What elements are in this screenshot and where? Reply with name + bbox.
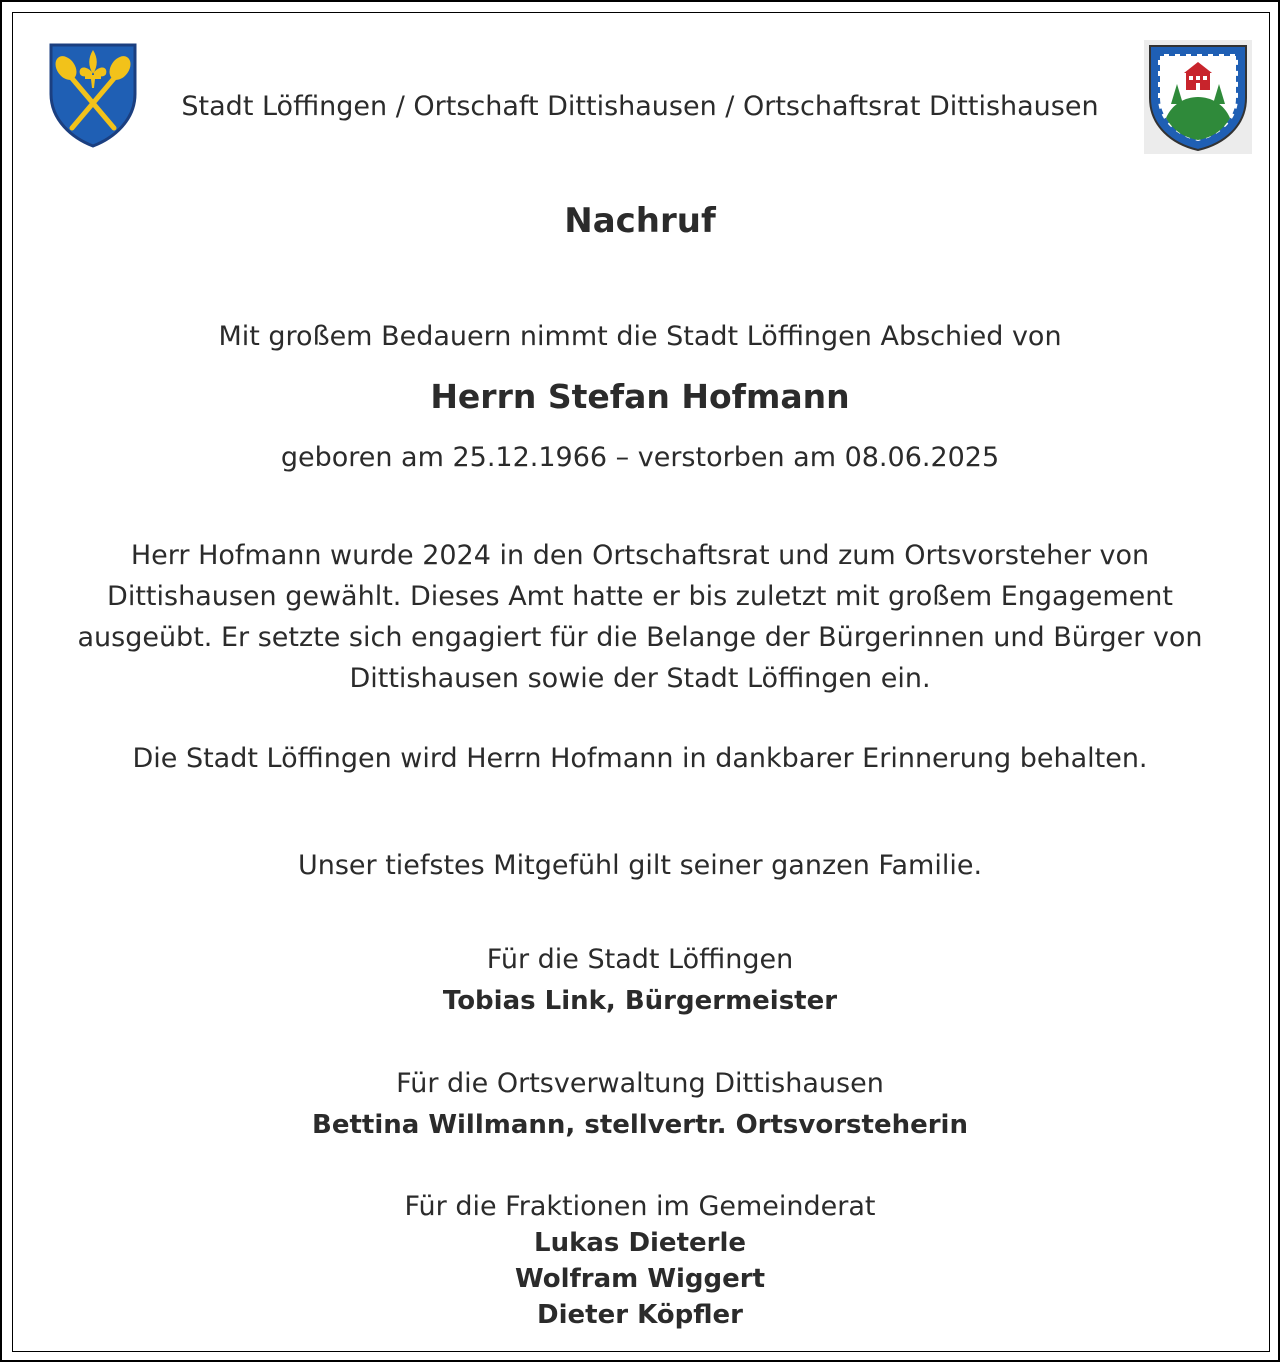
tribute-line: Dittishausen gewählt. Dieses Amt hatte er bis zuletzt mit großem Engagement (107, 581, 1173, 612)
signature-label-city: Für die Stadt Löffingen (486, 944, 794, 975)
tribute-line: ausgeübt. Er setzte sich engagiert für die Belange der Bürgerinnen und Bürger von (77, 622, 1203, 653)
tribute-line: Dittishausen sowie der Stadt Löffingen ein. (349, 663, 931, 694)
signature-name-mayor: Tobias Link, Bürgermeister (442, 986, 838, 1016)
memory-statement: Die Stadt Löffingen wird Herrn Hofmann in dankbarer Erinnerung behalten. (132, 743, 1148, 774)
tribute-line: Herr Hofmann wurde 2024 in den Ortschaftsrat und zum Ortsvorsteher von (130, 540, 1150, 571)
sympathy-statement: Unser tiefstes Mitgefühl gilt seiner ganzen Familie. (297, 850, 983, 881)
signature-name-deputy: Bettina Willmann, stellvertr. Ortsvorsteherin (312, 1110, 968, 1140)
signature-label-factions: Für die Fraktionen im Gemeinderat (404, 1191, 876, 1222)
coat-of-arms-dittishausen-icon (1144, 40, 1252, 154)
life-dates: geboren am 25.12.1966 – verstorben am 08.06.2025 (280, 442, 1000, 473)
signature-label-administration: Für die Ortsverwaltung Dittishausen (396, 1068, 884, 1099)
signature-name-faction: Dieter Köpfler (537, 1300, 743, 1330)
tribute-paragraph (40, 535, 1240, 699)
notice-title: Nachruf (564, 201, 716, 241)
notice-intro: Mit großem Bedauern nimmt die Stadt Löffingen Abschied von (218, 321, 1062, 352)
header-organizations: Stadt Löffingen / Ortschaft Dittishausen / Ortschaftsrat Dittishausen (181, 91, 1099, 122)
signature-name-faction: Wolfram Wiggert (514, 1264, 766, 1294)
deceased-name: Herrn Stefan Hofmann (430, 377, 850, 416)
signature-name-faction: Lukas Dieterle (534, 1228, 746, 1258)
coat-of-arms-loeffingen-icon (48, 42, 138, 148)
